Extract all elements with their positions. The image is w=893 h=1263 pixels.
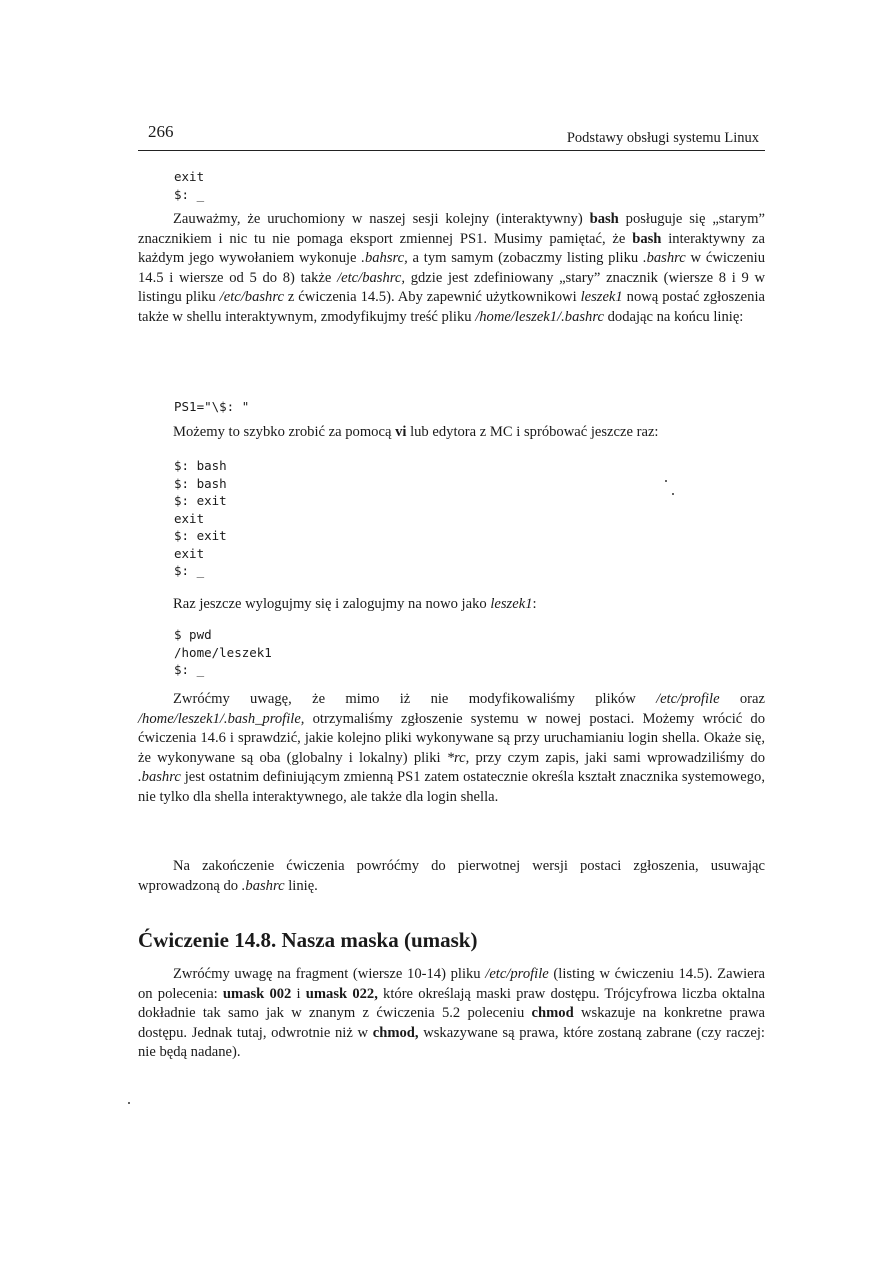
filename: /etc/bashrc bbox=[219, 289, 284, 306]
filename: *rc, bbox=[446, 749, 470, 766]
scan-speck bbox=[665, 480, 667, 482]
page-header bbox=[138, 122, 765, 151]
code-block-exit: exit $: _ bbox=[174, 169, 205, 202]
command-bash: bash bbox=[589, 211, 619, 227]
running-title: Podstawy obsługi systemu Linux bbox=[566, 130, 759, 146]
scan-speck bbox=[672, 493, 674, 495]
paragraph-umask: Zwróćmy uwagę na fragment (wiersze 10-14) pliku /etc/profile (listing w ćwiczeniu 14.5). Zawiera on polecenia: umask 002 i umask 022, które określają maski praw dostępu. Trójcyfrowa liczba oktalna dokładnie tak samo jak w znanym z ćwiczenia 5.2 poleceniu chmod wskazuje na konkretne prawa dostępu. Jednak tutaj, odwrotnie niż w chmod, wskazywane są prawa, które zostaną zabrane (czy raczej: nie będą nadane). bbox=[138, 966, 766, 1061]
scan-speck bbox=[128, 1102, 130, 1104]
page-number: 266 bbox=[148, 122, 174, 141]
filename: /home/leszek1/.bashrc bbox=[475, 308, 604, 325]
section-heading: Ćwiczenie 14.8. Nasza maska (umask) bbox=[138, 928, 478, 952]
command-chmod: chmod, bbox=[372, 1024, 419, 1041]
filename: /etc/profile bbox=[485, 966, 549, 982]
filename: .bashrc bbox=[138, 769, 181, 786]
paragraph-cleanup: Na zakończenie ćwiczenia powróćmy do pierwotnej wersji postaci zgłoszenia, usuwając wprowadzoną do .bashrc linię. bbox=[138, 858, 765, 894]
filename: /home/leszek1/.bash_profile, bbox=[138, 710, 305, 727]
paragraph-login-shell: Zwróćmy uwagę, że mimo iż nie modyfikowaliśmy plików /etc/profile oraz /home/leszek1/.bash_profile, otrzymaliśmy zgłoszenie systemu w nowej postaci. Możemy wrócić do ćwiczenia 14.6 i sprawdzić, jakie kolejno pliki wykonywane są przy uruchamianiu login shella. Okaże się, że wykonywane są oba (globalny i lokalny) pliki *rc, przy czym zapis, jaki sami wprowadziliśmy do .bashrc jest ostatnim definiującym zmienną PS1 zatem ostatecznie określa kształt znacznika systemowego, nie tylko dla shella interaktywnego, ale także dla login shella. bbox=[138, 691, 765, 805]
paragraph-relogin: Raz jeszcze wylogujmy się i zalogujmy na nowo jako leszek1: bbox=[173, 596, 537, 612]
filename: .bashrc bbox=[642, 250, 686, 267]
command-bash: bash bbox=[632, 230, 662, 247]
username: leszek1 bbox=[580, 289, 623, 306]
command-umask: umask 022, bbox=[305, 985, 378, 1002]
username: leszek1 bbox=[490, 596, 533, 612]
filename: .bahsrc, bbox=[361, 250, 408, 267]
command-chmod: chmod bbox=[531, 1005, 574, 1022]
command-vi: vi bbox=[395, 424, 407, 440]
code-block-pwd: $ pwd /home/leszek1 $: _ bbox=[174, 627, 272, 677]
code-block-ps1: PS1="\$: " bbox=[174, 399, 250, 414]
paragraph-bash-prompt: Zauważmy, że uruchomiony w naszej sesji kolejny (interaktywny) bash posługuje się „starym” znacznikiem i nic tu nie pomaga eksport zmiennej PS1. Musimy pamiętać, że bash interaktywny za każdym jego wywołaniem wykonuje .bahsrc, a tym samym (zobaczmy listing pliku .bashrc w ćwiczeniu 14.5 i wiersze od 5 do 8) także /etc/bashrc, gdzie jest zdefiniowany „stary” znacznik (wiersze 8 i 9 w listingu pliku /etc/bashrc z ćwiczenia 14.5). Aby zapewnić użytkownikowi leszek1 nową postać zgłoszenia także w shellu interaktywnym, zmodyfikujmy treść pliku /home/leszek1/.bashrc dodając na końcu linię: bbox=[138, 211, 765, 325]
filename: /etc/bashrc, bbox=[337, 269, 406, 286]
filename: /etc/profile bbox=[656, 691, 720, 707]
paragraph-vi-editor: Możemy to szybko zrobić za pomocą vi lub edytora z MC i spróbować jeszcze raz: bbox=[173, 424, 659, 440]
code-block-bash-session: $: bash $: bash $: exit exit $: exit exit $: _ bbox=[174, 458, 227, 578]
command-umask: umask 002 bbox=[222, 985, 292, 1002]
filename: .bashrc bbox=[241, 877, 285, 894]
